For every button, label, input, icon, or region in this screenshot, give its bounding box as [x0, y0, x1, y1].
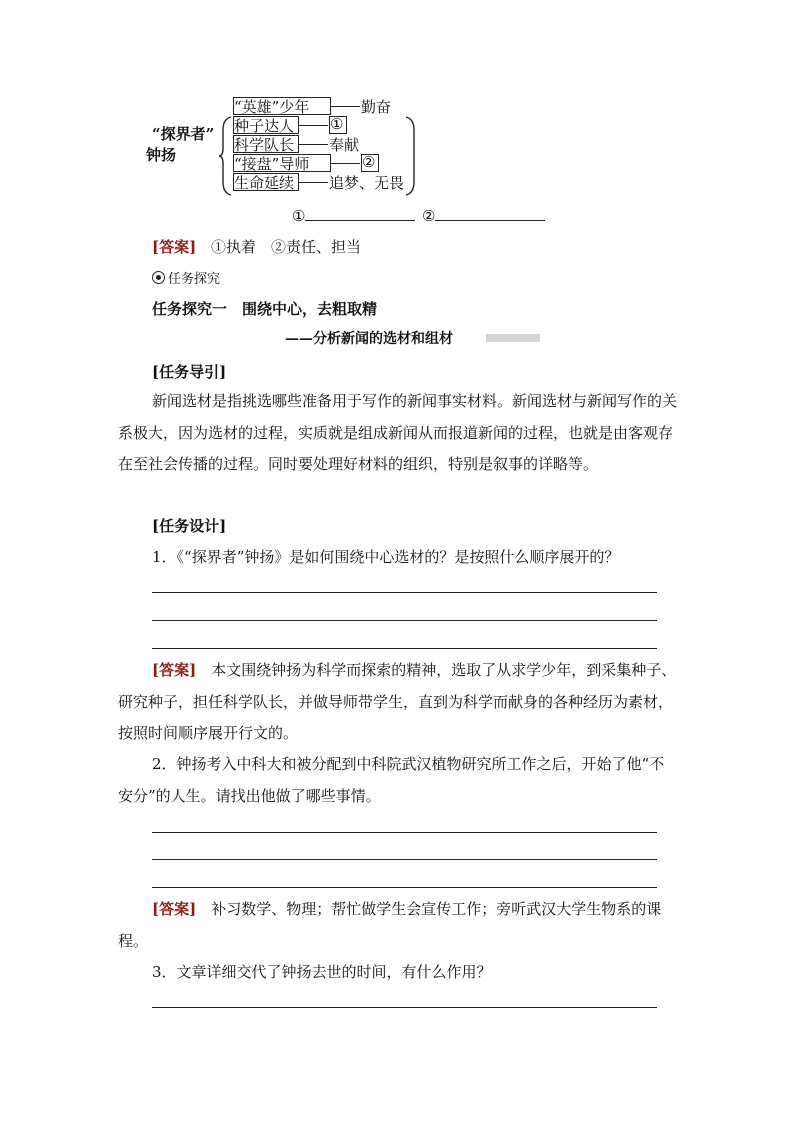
answer-1-text: 本文围绕钟扬为科学而探索的精神，选取了从求学少年，到采集种子、研究种子，担任科学队长，并做导师带学生，直到为科学而献身的各种经历为素材，按照时间顺序展开行文的。 — [118, 661, 677, 742]
answer-line — [152, 648, 657, 649]
question-1: 1．《“探界者”钟扬》是如何围绕中心选材的？是按照什么顺序展开的？ — [152, 548, 620, 566]
diagram-row4-right: ② — [362, 153, 376, 171]
left-brace — [219, 116, 233, 196]
blank-2-line — [435, 206, 545, 221]
answer-line — [152, 592, 657, 593]
blank-2-label: ② — [422, 207, 436, 225]
diagram-row2-connector — [298, 125, 328, 126]
blank-2 — [422, 206, 545, 225]
section-icon-label: 任务探究 — [168, 272, 221, 287]
answer-2 — [118, 894, 678, 957]
diagram-row5-right: 追梦、无畏 — [329, 174, 405, 192]
diagram-row3-connector — [298, 144, 328, 145]
diagram-row2-left: 种子达人 — [234, 117, 295, 135]
answer-1 — [118, 655, 678, 750]
diagram-row1-connector — [330, 106, 360, 107]
answer-tag: [答案] — [152, 238, 197, 256]
answer-0-text: ①执着 ②责任、担当 — [210, 238, 361, 256]
diagram-row2-right: ① — [330, 115, 344, 133]
guide-heading: [任务导引] — [152, 363, 227, 381]
blank-1-label: ① — [292, 207, 306, 225]
answer-line — [152, 1007, 657, 1008]
diagram-row1-right: 勤奋 — [361, 98, 392, 116]
task-title: 任务探究一 围绕中心，去粗取精 — [152, 300, 378, 318]
diagram-title-line1: “探界者” — [152, 125, 215, 143]
diagram-row5-connector — [298, 182, 328, 183]
answer-tag: [答案] — [152, 900, 197, 918]
question-2: 2．钟扬考入中科大和被分配到中科院武汉植物研究所工作之后，开始了他“不安分”的人生。请找出他做了哪些事情。 — [118, 755, 665, 805]
diagram-row3-right: 奉献 — [329, 136, 360, 154]
diagram-row4-left: “接盘”导师 — [234, 155, 310, 173]
diagram-row3-left: 科学队长 — [234, 136, 295, 154]
subtitle-gray-bar — [486, 334, 540, 342]
task-subtitle: ——分析新闻的选材和组材 — [285, 331, 453, 347]
answer-line — [152, 887, 657, 888]
answer-line — [152, 832, 657, 833]
answer-2-text: 补习数学、物理；帮忙做学生会宣传工作；旁听武汉大学生物系的课程。 — [118, 900, 662, 950]
question-3: 3．文章详细交代了钟扬去世的时间，有什么作用？ — [152, 963, 492, 981]
guide-paragraph: 新闻选材是指挑选哪些准备用于写作的新闻事实材料。新闻选材与新闻写作的关系极大，因为选材的过程，实质就是组成新闻从而报道新闻的过程，也就是由客观存在至社会传播的过程。同时要处理好材料的组织，特别是叙事的详略等。 — [118, 392, 678, 473]
task-explore-icon — [152, 271, 165, 284]
diagram-title-line2: 钟扬 — [146, 146, 177, 164]
section-heading — [152, 268, 220, 287]
diagram-row4-connector — [330, 163, 360, 164]
blank-1 — [292, 206, 415, 225]
right-bracket — [404, 116, 418, 196]
answer-line — [152, 859, 657, 860]
design-heading: [任务设计] — [152, 517, 227, 535]
answer-line — [152, 620, 657, 621]
answer-0 — [152, 236, 361, 257]
answer-tag: [答案] — [152, 661, 197, 679]
diagram-row1-left: “英雄”少年 — [234, 98, 310, 116]
blank-1-line — [305, 206, 415, 221]
diagram-row5-left: 生命延续 — [234, 174, 295, 192]
